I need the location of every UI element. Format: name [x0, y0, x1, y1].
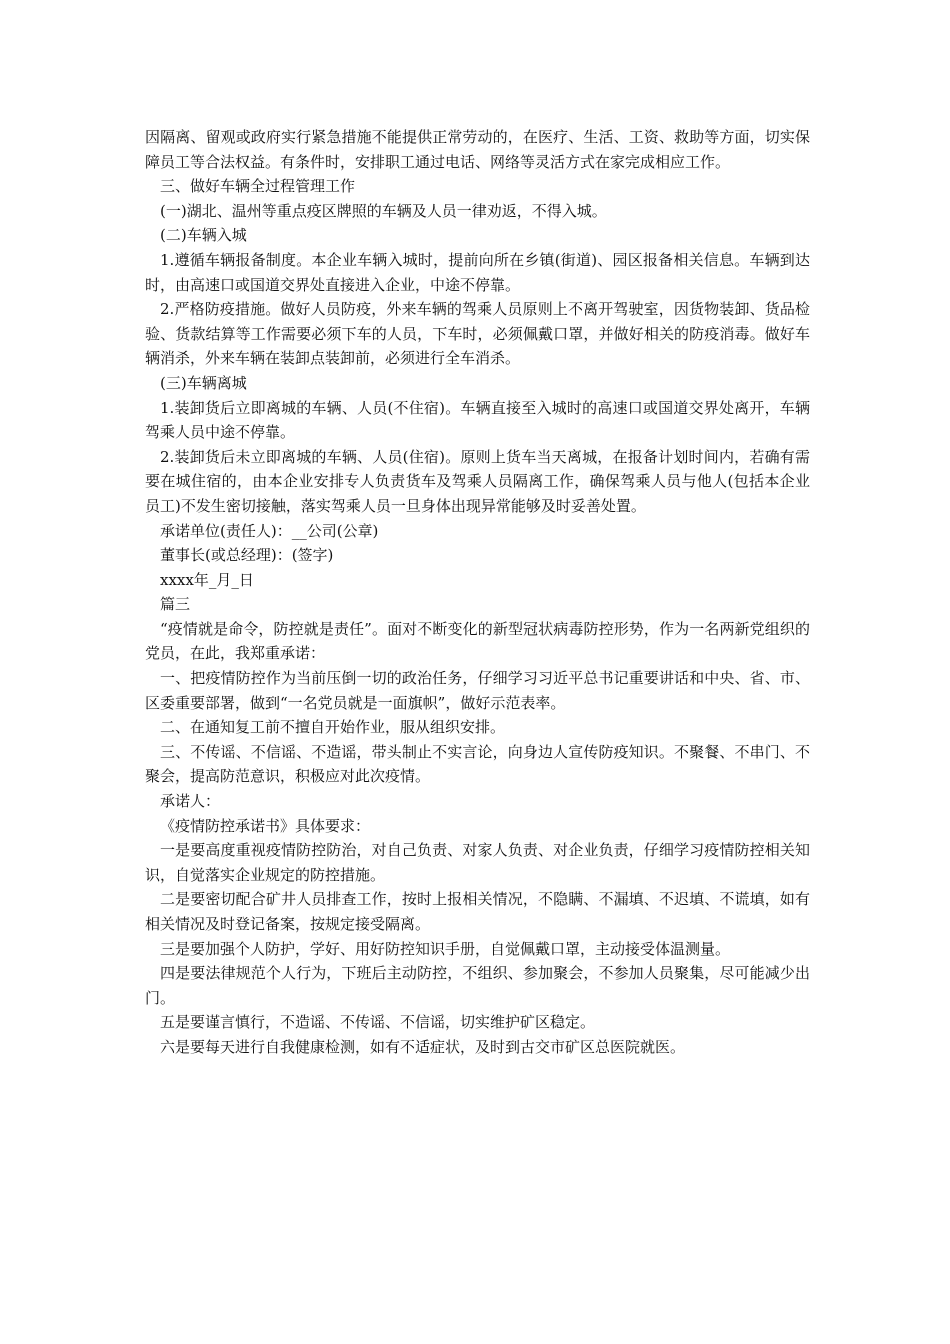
- paragraph-1: 因隔离、留观或政府实行紧急措施不能提供正常劳动的，在医疗、生活、工资、救助等方面，切实保障员工等合法权益。有条件时，安排职工通过电话、网络等灵活方式在家完成相应工作。: [145, 128, 810, 171]
- requirement-6: 六是要每天进行自我健康检测，如有不适症状，及时到古交市矿区总医院就医。: [160, 1037, 686, 1056]
- date-line: xxxx年_月_日: [160, 570, 254, 589]
- paragraph-17: 三、不传谣、不信谣、不造谣，带头制止不实言论，向身边人宣传防疫知识。不聚餐、不串门、不聚会，提高防范意识，积极应对此次疫情。: [145, 742, 810, 786]
- document-body: [145, 125, 810, 1060]
- requirement-5: 五是要谨言慎行，不造谣、不传谣、不信谣，切实维护矿区稳定。: [160, 1013, 596, 1032]
- paragraph-5: 1.遵循车辆报备制度。本企业车辆入城时，提前向所在乡镇(街道)、园区报备相关信息。车辆到达时，由高速口或国道交界处直接进入企业，中途不停靠。: [145, 250, 810, 294]
- subheading-vehicle-entry: (二)车辆入城: [160, 226, 247, 245]
- requirement-3: 三是要加强个人防护，学好、用好防控知识手册，自觉佩戴口罩，主动接受体温测量。: [160, 939, 731, 958]
- paragraph-3: (一)湖北、温州等重点疫区牌照的车辆及人员一律劝返，不得入城。: [160, 201, 607, 220]
- section-heading-vehicle-management: 三、做好车辆全过程管理工作: [160, 177, 356, 196]
- pledge-unit-line: 承诺单位(责任人)：__公司(公章): [160, 521, 379, 540]
- paragraph-6: 2.严格防疫措施。做好人员防疫，外来车辆的驾乘人员原则上不离开驾驶室，因货物装卸、货品检验、货款结算等工作需要必须下车的人员，下车时，必须佩戴口罩，并做好相关的防疫消毒。做好车辆消杀，外来车辆在装卸点装卸前，必须进行全车消杀。: [145, 300, 810, 368]
- requirement-4: 四是要法律规范个人行为，下班后主动防控，不组织、参加聚会，不参加人员聚集，尽可能减少出门。: [145, 964, 810, 1007]
- paragraph-14: “疫情就是命令，防控就是责任”。面对不断变化的新型冠状病毒防控形势，作为一名两新党组织的党员，在此，我郑重承诺：: [145, 619, 810, 663]
- paragraph-16: 二、在通知复工前不擅自开始作业，服从组织安排。: [160, 718, 506, 737]
- pledger-line: 承诺人：: [160, 792, 221, 811]
- paragraph-15: 一、把疫情防控作为当前压倒一切的政治任务，仔细学习习近平总书记重要讲话和中央、省、市、区委重要部署，做到“一名党员就是一面旗帜”，做好示范表率。: [145, 669, 810, 712]
- paragraph-9: 2.装卸货后未立即离城的车辆、人员(住宿)。原则上货车当天离城，在报备计划时间内，若确有需要在城住宿的，由本企业安排专人负责货车及驾乘人员隔离工作，确保驾乘人员与他人(包括本企业员工)不发生密切接触，落实驾乘人员一旦身体出现异常能够及时妥善处置。: [145, 447, 810, 515]
- subheading-vehicle-exit: (三)车辆离城: [160, 373, 247, 392]
- requirement-1: 一是要高度重视疫情防控防治，对自己负责、对家人负责、对企业负责，仔细学习疫情防控相关知识，自觉落实企业规定的防控措施。: [145, 841, 810, 884]
- requirement-2: 二是要密切配合矿井人员排查工作，按时上报相关情况，不隐瞒、不漏填、不迟填、不谎填，如有相关情况及时登记备案，按规定接受隔离。: [145, 890, 810, 933]
- paragraph-8: 1.装卸货后立即离城的车辆、人员(不住宿)。车辆直接至入城时的高速口或国道交界处离开，车辆驾乘人员中途不停靠。: [145, 398, 810, 442]
- chairman-signature-line: 董事长(或总经理)：(签字): [160, 546, 334, 565]
- requirements-heading: 《疫情防控承诺书》具体要求：: [160, 816, 371, 835]
- section-title-part-three: 篇三: [160, 595, 191, 614]
